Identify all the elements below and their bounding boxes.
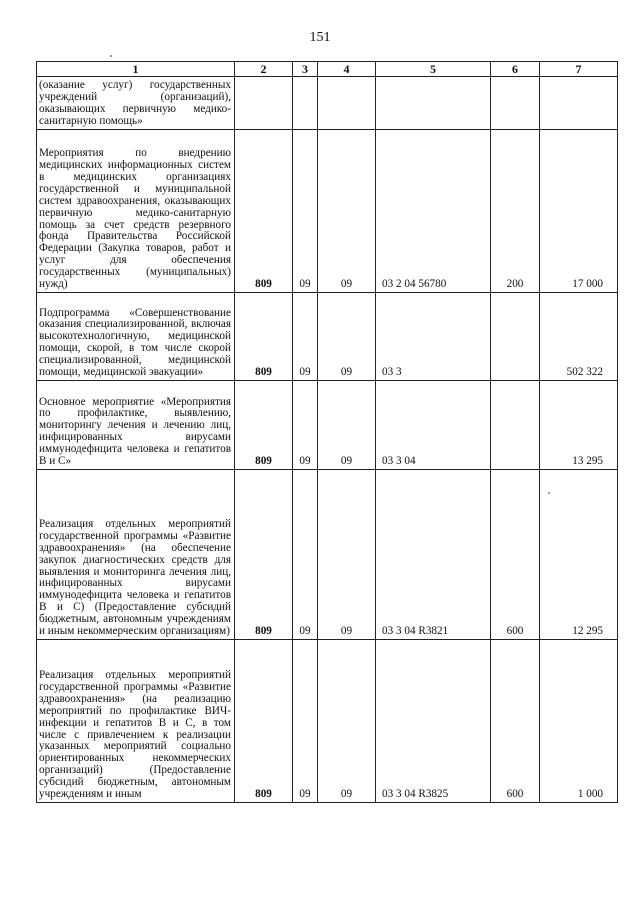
row-description: Подпрограмма «Совершенствование оказания специализированной, включая высокотехнологичную, медицинской помощи, скорой, в том числе скорой специализированной, медицинской помощи, медицинской эвакуации» bbox=[37, 293, 235, 381]
row-section: 09 bbox=[293, 293, 318, 381]
row-code: 809 bbox=[235, 293, 293, 381]
row-description: Мероприятия по внедрению медицинских информационных систем в медицинских организациях государственной и муниципальной систем здравоохранения, оказывающих первичную медико-санитарную помощь за счет средств резервного фонда Правительства Российской Федерации (Закупка товаров, работ и услуг для обеспечения государственных (муниципальных) нужд) bbox=[37, 130, 235, 293]
column-header: 6 bbox=[491, 62, 540, 77]
row-amount: 1 000 bbox=[540, 640, 618, 803]
row-code: 809 bbox=[235, 470, 293, 640]
row-subsection: 09 bbox=[318, 640, 376, 803]
table-row bbox=[37, 381, 618, 470]
table-row bbox=[37, 293, 618, 381]
column-header: 3 bbox=[293, 62, 318, 77]
row-code: 809 bbox=[235, 381, 293, 470]
table-row bbox=[37, 470, 618, 640]
row-section: 09 bbox=[293, 640, 318, 803]
row-section bbox=[293, 77, 318, 130]
row-target: 03 3 04 R3821 bbox=[376, 470, 491, 640]
table-row bbox=[37, 77, 618, 130]
table-row bbox=[37, 640, 618, 803]
column-header: 1 bbox=[37, 62, 235, 77]
row-code: 809 bbox=[235, 640, 293, 803]
row-expense-type: 600 bbox=[491, 640, 540, 803]
row-amount: 502 322 bbox=[540, 293, 618, 381]
page-number: 151 bbox=[309, 30, 331, 45]
row-target bbox=[376, 77, 491, 130]
row-code: 809 bbox=[235, 130, 293, 293]
table-row bbox=[37, 130, 618, 293]
row-amount: 17 000 bbox=[540, 130, 618, 293]
row-target: 03 3 04 bbox=[376, 381, 491, 470]
budget-table bbox=[36, 61, 618, 803]
row-target: 03 3 bbox=[376, 293, 491, 381]
row-section: 09 bbox=[293, 381, 318, 470]
column-header: 7 bbox=[540, 62, 618, 77]
header-row bbox=[37, 62, 618, 77]
row-code bbox=[235, 77, 293, 130]
row-amount: 13 295 bbox=[540, 381, 618, 470]
column-header: 2 bbox=[235, 62, 293, 77]
scan-speck bbox=[548, 492, 550, 494]
scan-speck bbox=[110, 55, 112, 57]
row-description: Основное мероприятие «Мероприятия по профилактике, выявлению, мониторингу лечения и лечению лиц, инфицированных вирусами иммунодефицита человека и гепатитов В и С» bbox=[37, 381, 235, 470]
row-amount: 12 295 bbox=[540, 470, 618, 640]
row-target: 03 3 04 R3825 bbox=[376, 640, 491, 803]
row-section: 09 bbox=[293, 130, 318, 293]
row-expense-type: 200 bbox=[491, 130, 540, 293]
row-section: 09 bbox=[293, 470, 318, 640]
row-expense-type bbox=[491, 381, 540, 470]
row-subsection: 09 bbox=[318, 130, 376, 293]
row-subsection: 09 bbox=[318, 381, 376, 470]
row-description: Реализация отдельных мероприятий государственной программы «Развитие здравоохранения» (на реализацию мероприятий по профилактике ВИЧ-инфекции и гепатитов В и С, в том числе с привлечением к реализации указанных мероприятий социально ориентированных некоммерческих организаций) (Предоставление субсидий бюджетным, автономным учреждениям и иным bbox=[37, 640, 235, 803]
row-description: Реализация отдельных мероприятий государственной программы «Развитие здравоохранения» (на обеспечение закупок диагностических средств для выявления и мониторинга лечения лиц, инфицированных вирусами иммунодефицита человека и гепатитов В и С) (Предоставление субсидий бюджетным, автономным учреждениям и иным некоммерческим организациям) bbox=[37, 470, 235, 640]
row-subsection: 09 bbox=[318, 470, 376, 640]
row-subsection: 09 bbox=[318, 293, 376, 381]
column-header: 4 bbox=[318, 62, 376, 77]
column-header: 5 bbox=[376, 62, 491, 77]
row-target: 03 2 04 56780 bbox=[376, 130, 491, 293]
row-expense-type bbox=[491, 77, 540, 130]
row-subsection bbox=[318, 77, 376, 130]
row-expense-type: 600 bbox=[491, 470, 540, 640]
row-expense-type bbox=[491, 293, 540, 381]
row-amount bbox=[540, 77, 618, 130]
row-description: (оказание услуг) государственных учреждений (организаций), оказывающих первичную медико-санитарную помощь» bbox=[37, 77, 235, 130]
